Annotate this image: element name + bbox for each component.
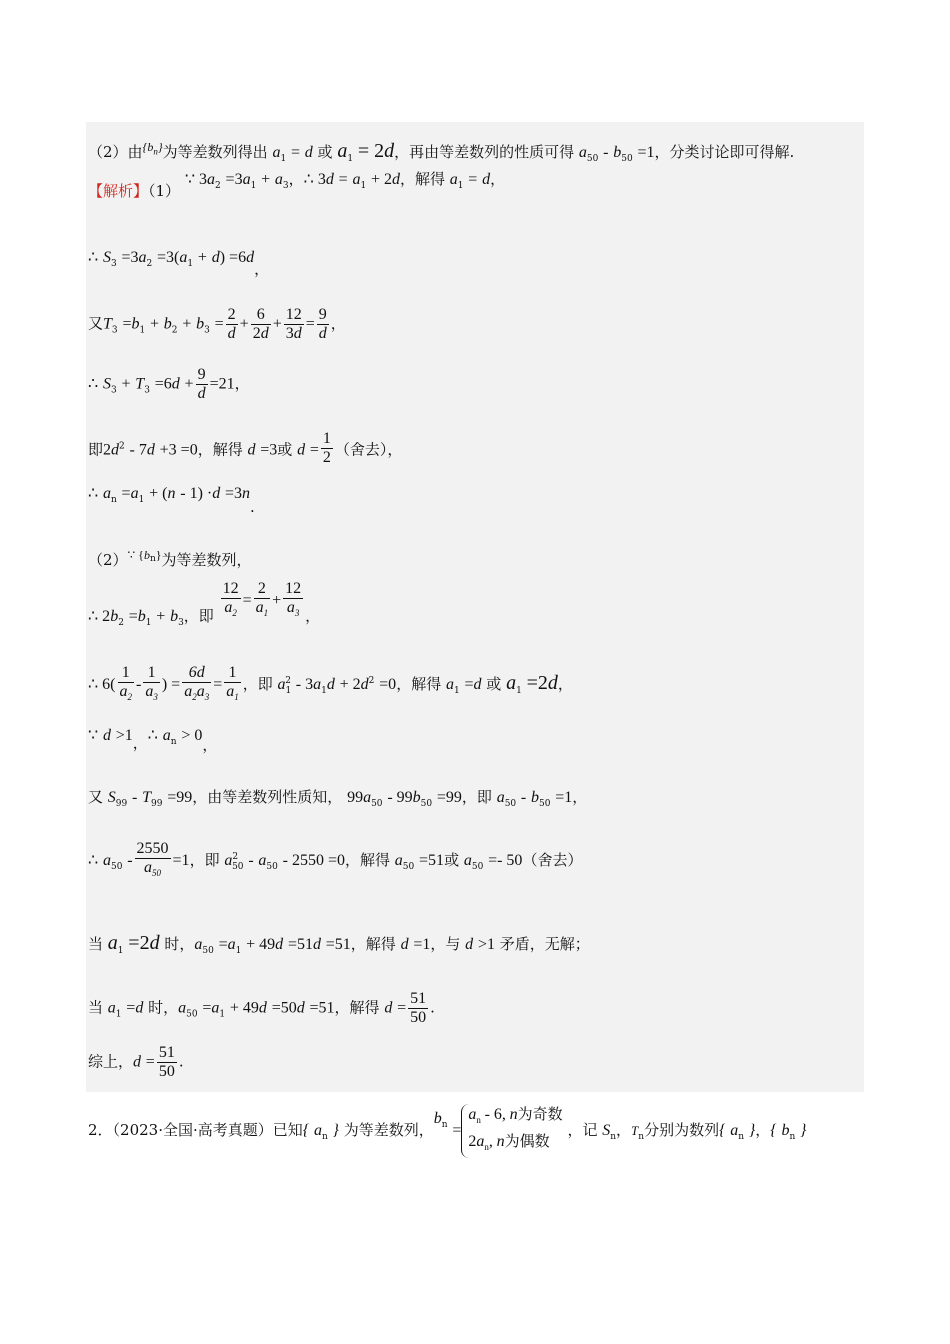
part2-line5: 又 $S_{99} - T_{99} =99$，由等差数列性质知， $99a_{50} - 99b_{50} =99$，即 $a_{50} - b_{50} =1$， (88, 788, 588, 809)
part2-conclusion: 综上，d = $\frac{51}{50}$ . (88, 1044, 184, 1080)
part2-line8: 当 $a_1 =d$ 时，$a_{50} =a_1 + 49d =50d =51$，解得 d = $\frac{51}{50}$ . (88, 990, 435, 1026)
part2-line7: 当 $a_1 =2d$ 时，$a_{50} =a_1 + 49d =51d =51$，解得 d =1，与 d >1 矛盾，无解； (88, 932, 590, 956)
part2-line6: ∴ $a_{50}$ - $\frac{2550}{a_{50}}$ =1，即 $a^2_{50} - a_{50} - 2550 =0$，解得 $a_{50} =51$或 $a_{50} =- 50$（舍去） (88, 840, 583, 879)
part1-line3: 又$T_3 =b_1 + b_2 + b_3$ = $\frac{2}{d}$ + $\frac{6}{2d}$ + $\frac{12}{3d}$ = $\frac{9}{d}$ ， (88, 306, 346, 342)
analysis-tag: 【解析】 (88, 182, 149, 200)
part2-line4: ∵ d >1，∴ $a_n > 0$， (88, 727, 218, 754)
part1-line6: ∴ $a_n =a_1 + (n - 1) \cdot d =3n$. (88, 485, 255, 516)
part1-line1: 【解析】（1） ∵ $3a_2 =3a_1 + a_3$，∴ $3d = a_1 + 2d$，解得 $a_1 = d$， (88, 170, 506, 200)
part2-line3: ∴ 6( $\frac{1}{a_2}$ - $\frac{1}{a_3}$ ) = $\frac{6d}{a_2a_3}$ = $\frac{1}{a_1}$ ，即 $a_1^2 - 3a_1d + 2d^2 =0$，解得 $a_1 =d$ 或 $a_1 =2d$， (88, 664, 573, 703)
hint-part2: （2）由$^{\{b_n\}}$为等差数列得出 $a_1 = d$ 或 $a_1 = 2d$，再由等差数列的性质可得 $a_{50} - b_{50} =1$，分类讨论即可得解. (88, 140, 795, 164)
question-2: 2．（2023·全国·高考真题）已知{ $a_n$ } 为等差数列，$b_n$ = $a_n - 6$, n为奇数 $2a_n$, n为偶数 ，记 $S_n$，$T_n$分别为数列{ $a_n$ }，{ $b_n$ } (88, 1104, 806, 1158)
part1-line5: 即$2d^2 - 7d +3 =0$，解得 d =3或 d = $\frac{1}{2}$ （舍去）， (88, 430, 403, 466)
part2-line1: $(2)^{\because \{b}_n^{\}}$为等差数列， (88, 548, 252, 569)
part1-line2: ∴ $S_3 =3a_2 =3(a_1 + d) =6d$， (88, 249, 270, 278)
piecewise-definition: $a_n - 6$, n为奇数 $2a_n$, n为偶数 (461, 1104, 562, 1158)
part1-line4: ∴ $S_3 + T_3 =6d$ + $\frac{9}{d}$ =21， (88, 366, 250, 402)
part2-line2: ∴ $2b_2 =b_1 + b_3$，即 $\frac{12}{a_2}$ = $\frac{2}{a_1}$ + $\frac{12}{a_3}$ ， (88, 580, 321, 629)
